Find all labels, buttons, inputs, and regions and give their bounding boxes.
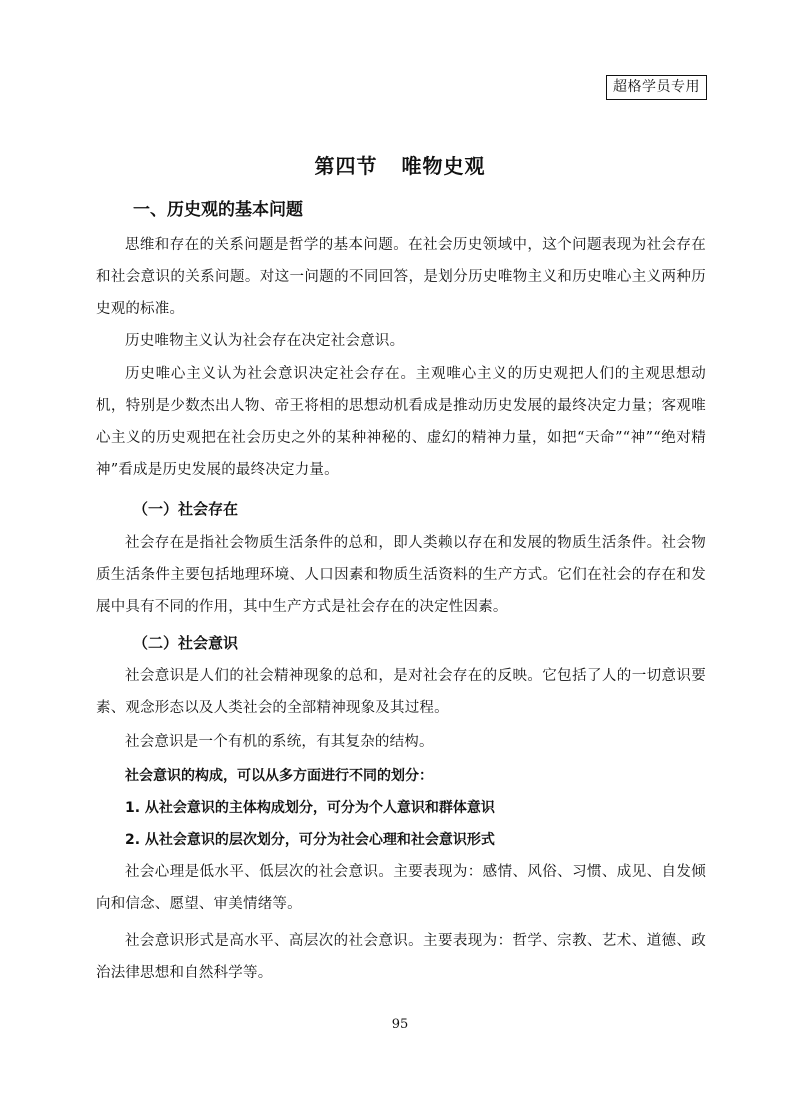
bold-subject-division: 1. 从社会意识的主体构成划分，可分为个人意识和群体意识 [125, 800, 495, 816]
page-number: 95 [391, 1017, 409, 1032]
heading-basic-question: 一、历史观的基本问题 [133, 200, 303, 220]
paragraph-social-existence: 社会存在是指社会物质生活条件的总和，即人类赖以存在和发展的物质生活条件。社会物质生活条件主要包括地理环境、人口因素和物质生活资料的生产方式。它们在社会的存在和发展中具有不同的作用，其中生产方式是社会存在的决定性因素。 [96, 535, 706, 615]
paragraph-social-psychology: 社会心理是低水平、低层次的社会意识。主要表现为：感情、风俗、习惯、成见、自发倾向和信念、愿望、审美情绪等。 [96, 864, 706, 912]
paragraph-historical-idealism: 历史唯心主义认为社会意识决定社会存在。主观唯心主义的历史观把人们的主观思想动机，特别是少数杰出人物、帝王将相的思想动机看成是推动历史发展的最终决定力量；客观唯心主义的历史观把在社会历史之外的某种神秘的、虚幻的精神力量，如把“天命”“神”“绝对精神”看成是历史发展的最终决定力量。 [96, 366, 706, 478]
section-number: 第四节 [314, 154, 378, 178]
bold-level-division: 2. 从社会意识的层次划分，可分为社会心理和社会意识形式 [125, 832, 495, 848]
bold-composition: 社会意识的构成，可以从多方面进行不同的划分： [125, 768, 433, 784]
heading-social-existence: （一）社会存在 [133, 500, 239, 518]
section-name: 唯物史观 [401, 154, 486, 178]
paragraph-ideology-forms: 社会意识形式是高水平、高层次的社会意识。主要表现为：哲学、宗教、艺术、道德、政治法律思想和自然科学等。 [96, 933, 706, 981]
paragraph-organic-system: 社会意识是一个有机的系统，有其复杂的结构。 [125, 734, 434, 750]
paragraph-historical-materialism: 历史唯物主义认为社会存在决定社会意识。 [125, 333, 405, 349]
heading-social-consciousness: （二）社会意识 [133, 634, 239, 652]
paragraph-social-consciousness: 社会意识是人们的社会精神现象的总和，是对社会存在的反映。它包括了人的一切意识要素、观念形态以及人类社会的全部精神现象及其过程。 [96, 668, 706, 716]
section-title [0, 150, 800, 179]
usage-badge: 超格学员专用 [606, 75, 707, 100]
paragraph-basic-question: 思维和存在的关系问题是哲学的基本问题。在社会历史领域中，这个问题表现为社会存在和社会意识的关系问题。对这一问题的不同回答，是划分历史唯物主义和历史唯心主义两种历史观的标准。 [96, 237, 706, 317]
